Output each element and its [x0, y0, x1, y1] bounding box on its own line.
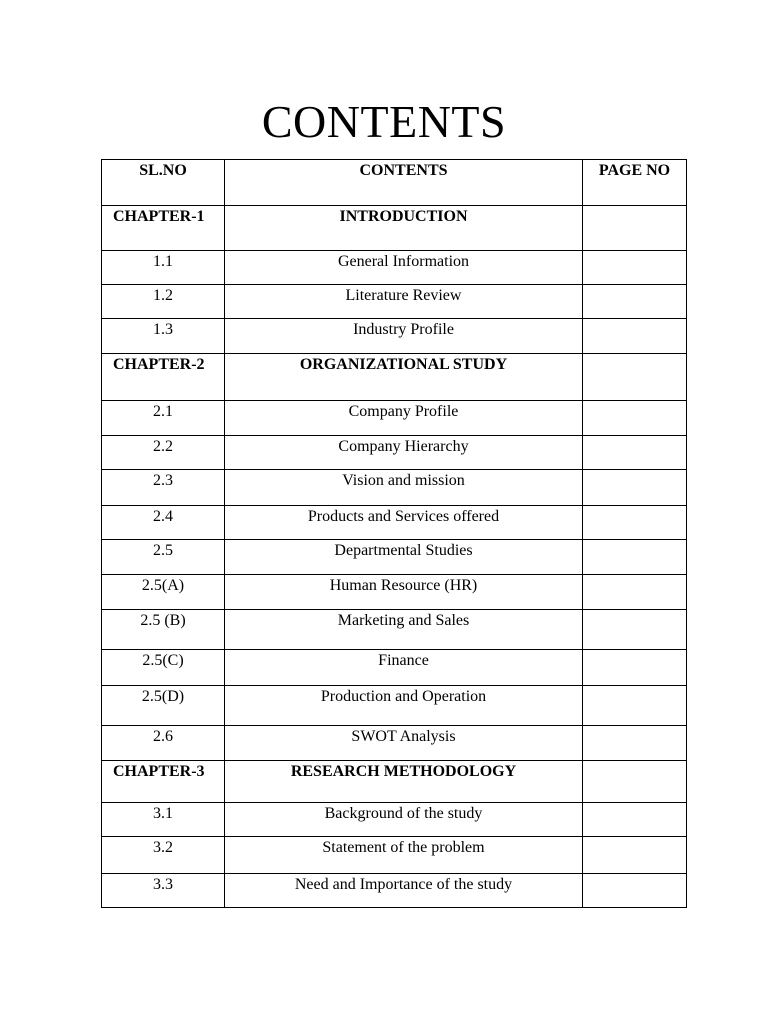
- section-title-cell: [225, 874, 583, 908]
- header-page-no: [583, 160, 687, 206]
- page-number-cell: [583, 285, 687, 319]
- section-number-cell: [102, 575, 225, 610]
- section-title-cell: [225, 401, 583, 436]
- section-title-cell: [225, 803, 583, 837]
- section-number-cell: [102, 401, 225, 436]
- chapter-number-cell: [102, 206, 225, 251]
- page-number: [583, 686, 686, 687]
- chapter-title: RESEARCH METHODOLOGY: [290, 763, 517, 780]
- section-title: Need and Importance of the study: [294, 876, 513, 893]
- section-number: 2.1: [153, 403, 173, 420]
- page-number: [583, 837, 686, 838]
- section-title: Human Resource (HR): [329, 577, 478, 594]
- section-title: Vision and mission: [342, 472, 465, 489]
- table-row: [102, 874, 687, 908]
- section-number: 2.2: [153, 438, 173, 455]
- section-title: SWOT Analysis: [351, 728, 456, 745]
- page-number: [583, 319, 686, 320]
- section-title: Statement of the problem: [322, 839, 485, 856]
- chapter-number: CHAPTER-1: [113, 208, 205, 225]
- section-number: 3.3: [153, 876, 173, 893]
- section-number: 2.5(A): [141, 577, 185, 594]
- section-title: Finance: [378, 652, 429, 669]
- section-number-cell: [102, 506, 225, 540]
- chapter-number: CHAPTER-3: [113, 763, 205, 780]
- table-row: [102, 319, 687, 354]
- page-number: [583, 650, 686, 651]
- page-number-cell: [583, 726, 687, 761]
- section-number-cell: [102, 650, 225, 686]
- section-title: Industry Profile: [353, 321, 454, 338]
- section-title: Marketing and Sales: [337, 612, 470, 629]
- chapter-row: [102, 354, 687, 401]
- section-number-cell: [102, 540, 225, 575]
- table-row: [102, 686, 687, 726]
- table-row: [102, 436, 687, 470]
- section-title: Production and Operation: [320, 688, 487, 705]
- page-number: [583, 726, 686, 727]
- page-number: [583, 540, 686, 541]
- table-header-row: [102, 160, 687, 206]
- chapter-title-cell: [225, 206, 583, 251]
- page-number-cell: [583, 319, 687, 354]
- section-title-cell: [225, 610, 583, 650]
- section-title: Company Profile: [348, 403, 459, 420]
- section-number: 2.4: [153, 508, 173, 525]
- table-row: [102, 575, 687, 610]
- header-slno-label: SL.NO: [139, 162, 187, 179]
- header-contents: [225, 160, 583, 206]
- section-number: 2.5 (B): [140, 612, 186, 629]
- page-number: [583, 874, 686, 875]
- section-number: 2.5(D): [141, 688, 185, 705]
- table-row: [102, 506, 687, 540]
- header-page-no-label: PAGE NO: [598, 162, 671, 179]
- chapter-title-cell: [225, 761, 583, 803]
- chapter-row: [102, 206, 687, 251]
- header-contents-label: CONTENTS: [359, 162, 448, 179]
- section-number-cell: [102, 251, 225, 285]
- section-title: Background of the study: [324, 805, 483, 822]
- chapter-row: [102, 761, 687, 803]
- page-number-cell: [583, 803, 687, 837]
- section-number: 2.6: [153, 728, 173, 745]
- page-title: CONTENTS: [261, 96, 507, 147]
- section-title: Literature Review: [345, 287, 462, 304]
- section-number-cell: [102, 726, 225, 761]
- page-number: [583, 575, 686, 576]
- page-number: [583, 251, 686, 252]
- page-number: [583, 506, 686, 507]
- section-number-cell: [102, 470, 225, 506]
- page-number: [583, 470, 686, 471]
- page-number-cell: [583, 686, 687, 726]
- section-number-cell: [102, 686, 225, 726]
- section-number: 1.1: [153, 253, 173, 270]
- section-number-cell: [102, 436, 225, 470]
- table-row: [102, 540, 687, 575]
- chapter-title: ORGANIZATIONAL STUDY: [299, 356, 508, 373]
- page-number: [583, 610, 686, 611]
- section-title-cell: [225, 506, 583, 540]
- section-number-cell: [102, 803, 225, 837]
- page-number: [583, 761, 686, 762]
- table-row: [102, 401, 687, 436]
- section-title-cell: [225, 251, 583, 285]
- section-number-cell: [102, 837, 225, 874]
- page-number-cell: [583, 506, 687, 540]
- page-number: [583, 206, 686, 207]
- chapter-number-cell: [102, 354, 225, 401]
- section-title-cell: [225, 436, 583, 470]
- chapter-title: INTRODUCTION: [339, 208, 468, 225]
- section-number-cell: [102, 285, 225, 319]
- chapter-number: CHAPTER-2: [113, 356, 205, 373]
- page-number-cell: [583, 575, 687, 610]
- table-row: [102, 285, 687, 319]
- page-number: [583, 436, 686, 437]
- section-title-cell: [225, 575, 583, 610]
- page-number-cell: [583, 761, 687, 803]
- section-number: 3.1: [153, 805, 173, 822]
- page-number: [583, 354, 686, 355]
- section-number-cell: [102, 319, 225, 354]
- section-title-cell: [225, 686, 583, 726]
- page-number-cell: [583, 650, 687, 686]
- page-number-cell: [583, 436, 687, 470]
- page-number-cell: [583, 470, 687, 506]
- section-title-cell: [225, 726, 583, 761]
- section-title: Company Hierarchy: [338, 438, 469, 455]
- page-number-cell: [583, 251, 687, 285]
- table-row: [102, 726, 687, 761]
- section-title: Departmental Studies: [334, 542, 473, 559]
- table-row: [102, 650, 687, 686]
- section-number: 1.2: [153, 287, 173, 304]
- page-number-cell: [583, 610, 687, 650]
- section-number: 2.5(C): [142, 652, 184, 669]
- section-number-cell: [102, 610, 225, 650]
- section-title-cell: [225, 540, 583, 575]
- table-row: [102, 610, 687, 650]
- page-number-cell: [583, 354, 687, 401]
- section-title: General Information: [337, 253, 470, 270]
- section-number: 2.5: [153, 542, 173, 559]
- section-title-cell: [225, 837, 583, 874]
- section-title-cell: [225, 650, 583, 686]
- page-number-cell: [583, 401, 687, 436]
- page-number: [583, 803, 686, 804]
- section-number: 2.3: [153, 472, 173, 489]
- section-title: Products and Services offered: [307, 508, 500, 525]
- section-number: 3.2: [153, 839, 173, 856]
- page-number-cell: [583, 206, 687, 251]
- header-slno: [102, 160, 225, 206]
- table-row: [102, 470, 687, 506]
- section-number-cell: [102, 874, 225, 908]
- contents-table: [101, 159, 687, 908]
- page-number-cell: [583, 837, 687, 874]
- table-row: [102, 803, 687, 837]
- page-number: [583, 401, 686, 402]
- section-number: 1.3: [153, 321, 173, 338]
- chapter-number-cell: [102, 761, 225, 803]
- section-title-cell: [225, 319, 583, 354]
- section-title-cell: [225, 470, 583, 506]
- page-number: [583, 285, 686, 286]
- table-row: [102, 251, 687, 285]
- chapter-title-cell: [225, 354, 583, 401]
- table-row: [102, 837, 687, 874]
- section-title-cell: [225, 285, 583, 319]
- page-number-cell: [583, 540, 687, 575]
- page-number-cell: [583, 874, 687, 908]
